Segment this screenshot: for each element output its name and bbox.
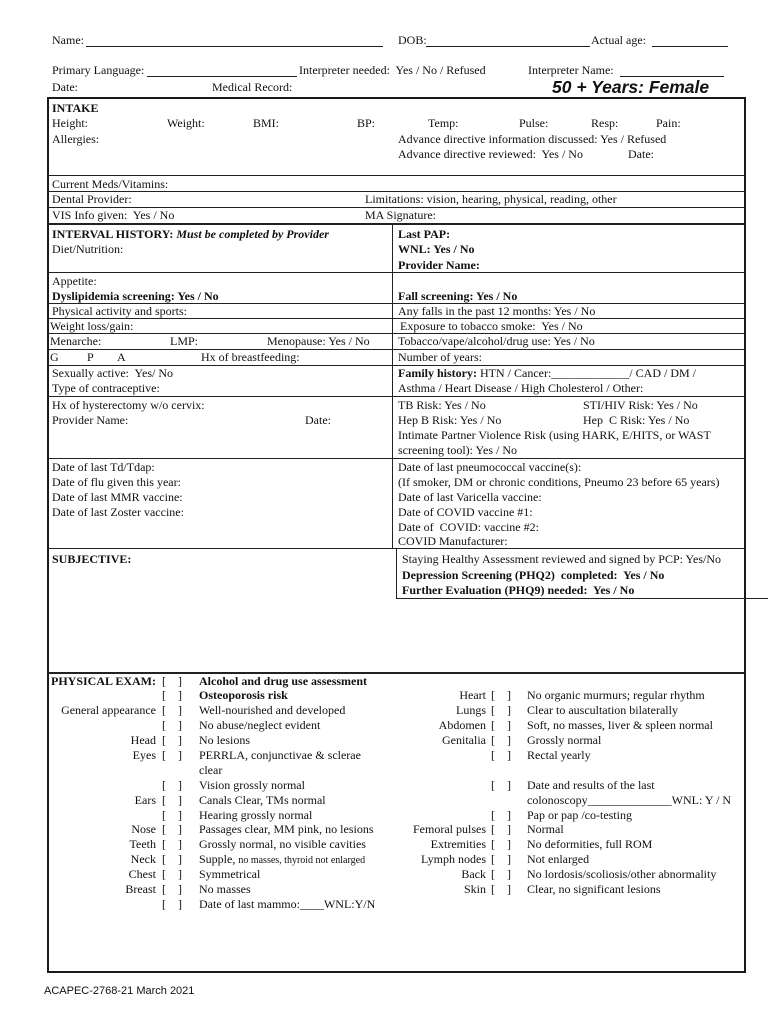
checkbox-bracket: [ ] — [162, 703, 182, 717]
breastfeeding-label: Hx of breastfeeding: — [201, 350, 300, 364]
exam-row — [0, 703, 770, 717]
exam-row — [0, 837, 770, 851]
pneumococcal-date: Date of last pneumococcal vaccine(s): — [398, 460, 582, 474]
current-meds-label: Current Meds/Vitamins: — [52, 177, 169, 191]
age-group-title: 50 + Years: Female — [552, 77, 710, 97]
vital-bmi: BMI: — [253, 116, 280, 130]
exam-row-label: Lymph nodes — [421, 852, 486, 866]
subjective-box-divider — [396, 549, 397, 598]
checkbox-bracket: [ ] — [162, 882, 182, 896]
divider — [48, 175, 745, 176]
exam-row-text: Clear to auscultation bilaterally — [527, 703, 678, 717]
hep-b-risk: Hep B Risk: Yes / No — [398, 413, 502, 427]
physical-activity-label: Physical activity and sports: — [52, 304, 187, 318]
checkbox-bracket: [ ] — [162, 822, 182, 836]
exam-row-text: Normal — [527, 822, 564, 836]
divider — [48, 396, 745, 397]
exam-row-text: No lordosis/scoliosis/other abnormality — [527, 867, 717, 881]
interpreter-needed: Interpreter needed: Yes / No / Refused — [299, 63, 486, 77]
flu-date: Date of flu given this year: — [52, 475, 181, 489]
exam-row — [0, 763, 770, 777]
menopause-label: Menopause: Yes / No — [267, 334, 370, 348]
exam-row-text-detail: no masses, thyroid not enlarged — [238, 855, 366, 866]
actual-age-label: Actual age: — [591, 33, 646, 47]
checkbox-bracket: [ ] — [162, 778, 182, 792]
vital-resp: Resp: — [591, 116, 619, 130]
exam-row-text: clear — [199, 763, 223, 777]
checkbox-bracket: [ ] — [491, 882, 511, 896]
exam-row-label: Neck — [130, 852, 156, 866]
checkbox-bracket: [ ] — [162, 852, 182, 866]
vital-pulse: Pulse: — [519, 116, 549, 130]
checkbox-bracket: [ ] — [491, 778, 511, 792]
exam-row-text: Hearing grossly normal — [199, 808, 313, 822]
medical-record-label: Medical Record: — [212, 80, 293, 94]
date-label: Date: — [52, 80, 78, 94]
exam-row-text: Date and results of the last — [527, 778, 655, 792]
sexually-active-label: Sexually active: Yes/ No — [52, 366, 173, 380]
family-history-options-2: Asthma / Heart Disease / High Cholesterol / Other: — [398, 381, 644, 395]
primary-language-underline — [147, 76, 297, 77]
exam-row-text: Clear, no significant lesions — [527, 882, 661, 896]
provider-name-label: Provider Name: — [52, 413, 129, 427]
staying-healthy-assessment: Staying Healthy Assessment reviewed and signed by PCP: Yes/No — [402, 552, 721, 566]
exam-row — [0, 688, 770, 702]
exam-row — [0, 822, 770, 836]
number-of-years-label: Number of years: — [398, 350, 482, 364]
exam-row-text: Canals Clear, TMs normal — [199, 793, 326, 807]
vital-temp: Temp: — [428, 116, 459, 130]
tobacco-smoke-exposure: Exposure to tobacco smoke: Yes / No — [400, 319, 583, 333]
exam-row-text: colonoscopy______________WNL: Y / N — [527, 793, 732, 807]
primary-language-label: Primary Language: — [52, 63, 145, 77]
exam-row-text: Grossly normal, no visible cavities — [199, 837, 366, 851]
tb-risk: TB Risk: Yes / No — [398, 398, 486, 412]
checkbox-bracket: [ ] — [162, 867, 182, 881]
checkbox-bracket: [ ] — [491, 688, 511, 702]
advance-directive-info: Advance directive information discussed: Yes / Refused — [398, 132, 667, 146]
form-id-footer: ACAPEC-2768-21 March 2021 — [44, 985, 195, 997]
checkbox-bracket: [ ] — [491, 718, 511, 732]
sti-hiv-risk: STI/HIV Risk: Yes / No — [583, 398, 698, 412]
ipv-risk-line-2: screening tool): Yes / No — [398, 443, 517, 457]
td-tdap-date: Date of last Td/Tdap: — [52, 460, 155, 474]
interval-history-heading: INTERVAL HISTORY: — [52, 227, 174, 241]
checkbox-bracket: [ ] — [491, 748, 511, 762]
checkbox-bracket: [ ] — [491, 852, 511, 866]
exam-row-label: Lungs — [456, 703, 486, 717]
exam-row-label: Back — [461, 867, 486, 881]
subjective-box-bottom — [396, 598, 768, 599]
exam-row — [0, 748, 770, 762]
exam-row-text: Grossly normal — [527, 733, 602, 747]
exam-row-label: Skin — [463, 882, 486, 896]
vital-pain: Pain: — [656, 116, 681, 130]
divider — [48, 318, 745, 319]
checkbox-bracket: [ ] — [162, 897, 182, 911]
hysterectomy-label: Hx of hysterectomy w/o cervix: — [52, 398, 205, 412]
further-evaluation: Further Evaluation (PHQ9) needed: Yes / No — [402, 583, 635, 597]
vis-info-label: VIS Info given: Yes / No — [52, 208, 175, 222]
exam-row-text-main: Supple, — [199, 852, 236, 866]
intake-title: INTAKE — [52, 101, 99, 115]
checkbox-bracket: [ ] — [162, 748, 182, 762]
ma-signature-label: MA Signature: — [365, 208, 436, 222]
checkbox-bracket: [ ] — [491, 733, 511, 747]
covid-vaccine-2-date: Date of COVID: vaccine #2: — [398, 520, 539, 534]
interval-history-note: Must be completed by Provider — [176, 227, 329, 241]
ipv-risk-line-1: Intimate Partner Violence Risk (using HARK, E/HITS, or WAST — [398, 428, 711, 442]
advance-directive-date: Date: — [628, 147, 654, 161]
column-divider — [392, 224, 393, 548]
checkbox-bracket: [ ] — [491, 867, 511, 881]
exam-row-text: PERRLA, conjunctivae & sclerae — [199, 748, 361, 762]
vital-weight: Weight: — [167, 116, 205, 130]
exam-row — [0, 733, 770, 747]
menarche-label: Menarche: — [50, 334, 102, 348]
exam-row-text: Not enlarged — [527, 852, 590, 866]
dob-label: DOB: — [398, 33, 427, 47]
family-history-options: HTN / Cancer:_____________/ CAD / DM / — [477, 366, 696, 380]
exam-row-text: Well-nourished and developed — [199, 703, 346, 717]
interval-history-title — [52, 227, 329, 241]
advance-directive-reviewed: Advance directive reviewed: Yes / No — [398, 147, 583, 161]
dob-underline — [426, 46, 590, 47]
exam-row-label: Abdomen — [438, 718, 486, 732]
provider-date-label: Date: — [305, 413, 331, 427]
section-divider — [48, 223, 745, 225]
exam-row-text: No lesions — [199, 733, 250, 747]
checkbox-bracket: [ ] — [162, 837, 182, 851]
exam-row-label: Chest — [128, 867, 156, 881]
exam-row — [0, 882, 770, 896]
last-pap-label: Last PAP: — [398, 227, 451, 241]
exam-row-text: Vision grossly normal — [199, 778, 305, 792]
pap-wnl-label: WNL: Yes / No — [398, 242, 475, 256]
covid-vaccine-1-date: Date of COVID vaccine #1: — [398, 505, 533, 519]
allergies-label: Allergies: — [52, 132, 100, 146]
para-label: P — [87, 350, 94, 364]
subjective-title: SUBJECTIVE: — [52, 552, 132, 566]
exam-row-label: Extremities — [430, 837, 486, 851]
exam-row — [0, 674, 770, 688]
name-underline — [86, 46, 383, 47]
exam-row-text: Alcohol and drug use assessment — [199, 674, 368, 688]
exam-row-label: Head — [130, 733, 156, 747]
checkbox-bracket: [ ] — [162, 688, 182, 702]
exam-row-text: Date of last mammo:____WNL:Y/N — [199, 897, 376, 911]
checkbox-bracket: [ ] — [491, 703, 511, 717]
name-label: Name: — [52, 33, 84, 47]
dental-provider-label: Dental Provider: — [52, 192, 132, 206]
covid-manufacturer: COVID Manufacturer: — [398, 534, 508, 548]
exam-row-label: Teeth — [129, 837, 156, 851]
exam-row-label: PHYSICAL EXAM: — [50, 674, 156, 688]
abortus-label: A — [117, 350, 126, 364]
divider — [48, 272, 745, 273]
substance-use: Tobacco/vape/alcohol/drug use: Yes / No — [398, 334, 595, 348]
exam-row — [0, 867, 770, 881]
exam-row-text: Symmetrical — [199, 867, 261, 881]
family-history — [398, 366, 696, 380]
gravida-label: G — [50, 350, 59, 364]
exam-row-text: No abuse/neglect evident — [199, 718, 321, 732]
exam-row — [0, 778, 770, 792]
mmr-date: Date of last MMR vaccine: — [52, 490, 183, 504]
exam-row-text: Pap or pap /co-testing — [527, 808, 632, 822]
exam-row-text: No deformities, full ROM — [527, 837, 653, 851]
diet-label: Diet/Nutrition: — [52, 242, 124, 256]
lmp-label: LMP: — [170, 334, 199, 348]
exam-row-label: General appearance — [61, 703, 156, 717]
divider — [48, 349, 745, 350]
limitations-label: Limitations: vision, hearing, physical, reading, other — [365, 192, 617, 206]
vital-height: Height: — [52, 116, 88, 130]
exam-row-label: Nose — [131, 822, 156, 836]
appetite-label: Appetite: — [52, 274, 97, 288]
varicella-date: Date of last Varicella vaccine: — [398, 490, 542, 504]
exam-row-label: Eyes — [132, 748, 156, 762]
checkbox-bracket: [ ] — [162, 674, 182, 688]
exam-row-label: Femoral pulses — [413, 822, 486, 836]
actual-age-underline — [652, 46, 728, 47]
exam-row-label: Breast — [125, 882, 156, 896]
pap-provider-name-label: Provider Name: — [398, 258, 480, 272]
family-history-label: Family history: — [398, 366, 477, 380]
weight-label: Weight loss/gain: — [50, 319, 134, 333]
exam-row-text: Passages clear, MM pink, no lesions — [199, 822, 374, 836]
checkbox-bracket: [ ] — [162, 808, 182, 822]
vital-bp: BP: — [357, 116, 376, 130]
exam-row-text: No organic murmurs; regular rhythm — [527, 688, 705, 702]
exam-row — [0, 793, 770, 807]
fall-screening: Fall screening: Yes / No — [398, 289, 518, 303]
divider — [48, 333, 745, 334]
checkbox-bracket: [ ] — [162, 733, 182, 747]
falls-12-months: Any falls in the past 12 months: Yes / No — [398, 304, 596, 318]
exam-row — [0, 808, 770, 822]
exam-row-text: No masses — [199, 882, 251, 896]
dyslipidemia-screening: Dyslipidemia screening: Yes / No — [52, 289, 219, 303]
contraceptive-label: Type of contraceptive: — [52, 381, 160, 395]
checkbox-bracket: [ ] — [491, 808, 511, 822]
exam-row — [0, 718, 770, 732]
checkbox-bracket: [ ] — [491, 822, 511, 836]
exam-row — [0, 897, 770, 911]
exam-row-text: Rectal yearly — [527, 748, 591, 762]
exam-row-label: Genitalia — [442, 733, 486, 747]
interpreter-name-label: Interpreter Name: — [528, 63, 614, 77]
exam-row-text: Soft, no masses, liver & spleen normal — [527, 718, 713, 732]
exam-row-text: Osteoporosis risk — [199, 688, 288, 702]
exam-row-label: Heart — [459, 688, 486, 702]
checkbox-bracket: [ ] — [162, 718, 182, 732]
checkbox-bracket: [ ] — [162, 793, 182, 807]
exam-row-label: Ears — [134, 793, 156, 807]
exam-row — [0, 852, 770, 866]
depression-screening: Depression Screening (PHQ2) completed: Yes / No — [402, 568, 665, 582]
divider — [48, 458, 745, 459]
checkbox-bracket: [ ] — [491, 837, 511, 851]
hep-c-risk: Hep C Risk: Yes / No — [583, 413, 690, 427]
pneumococcal-note: (If smoker, DM or chronic conditions, Pneumo 23 before 65 years) — [398, 475, 720, 489]
zoster-date: Date of last Zoster vaccine: — [52, 505, 184, 519]
